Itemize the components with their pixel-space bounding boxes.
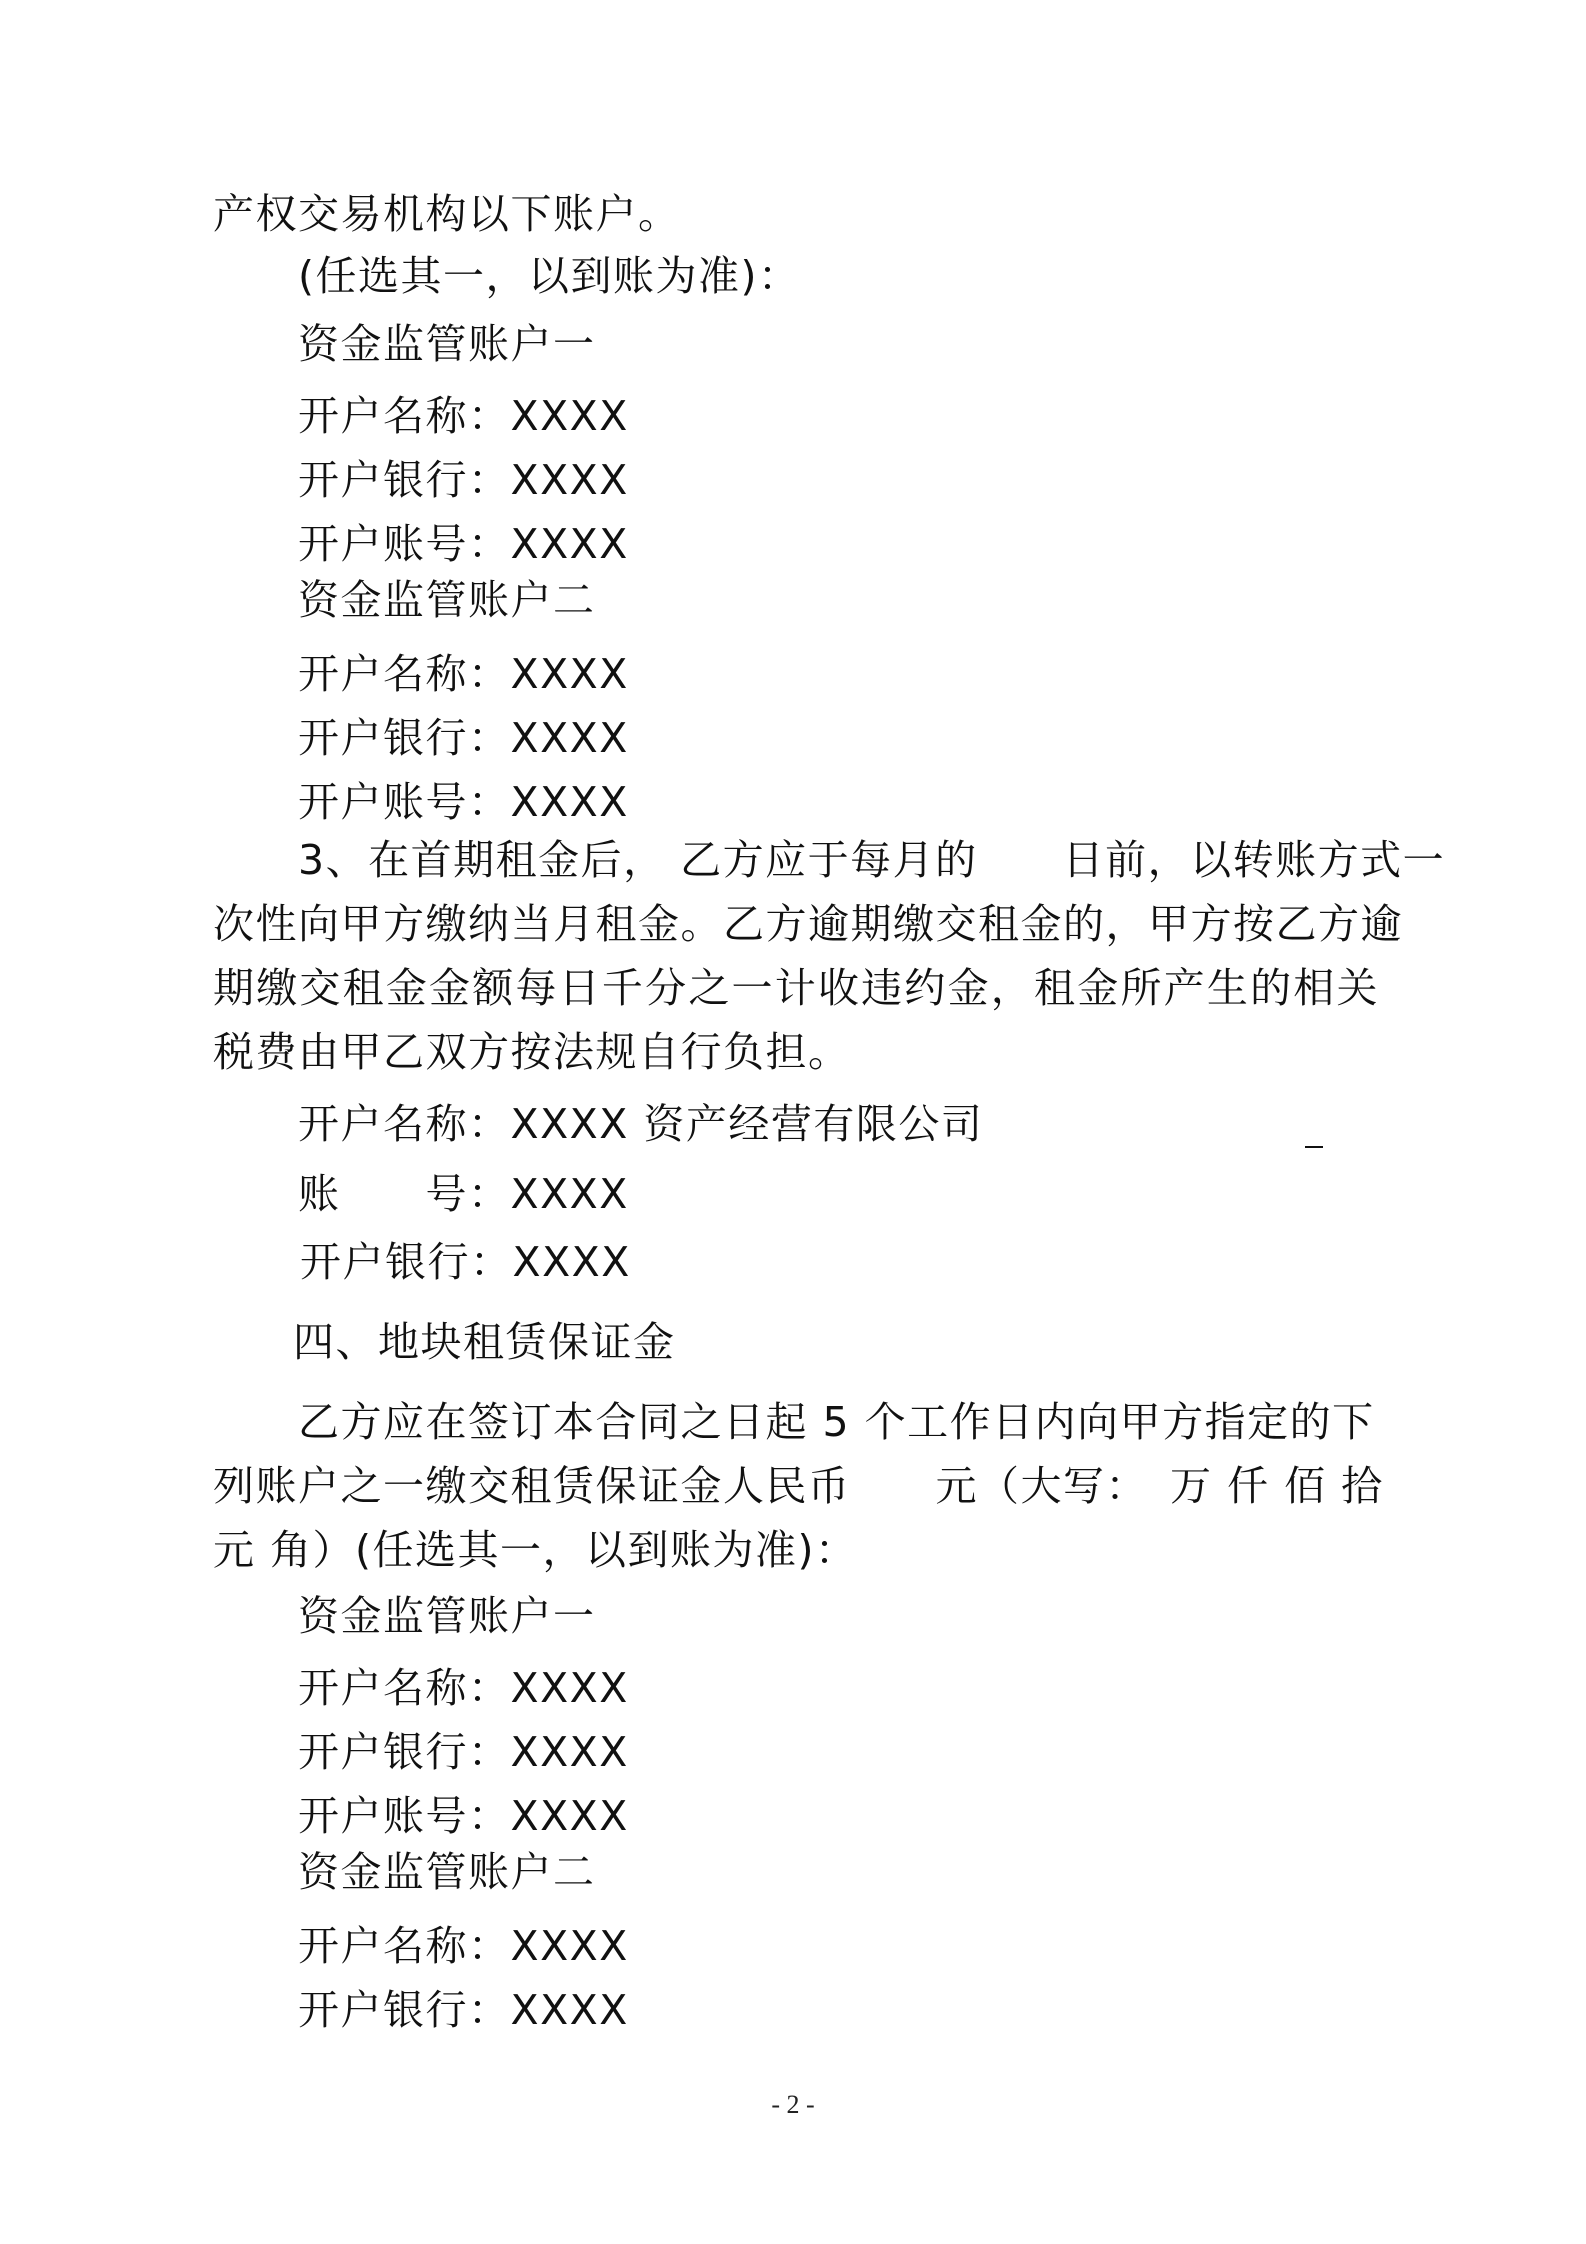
section-heading: 资金监管账户一 (298, 1592, 596, 1640)
account-name: 开户名称：XXXX (298, 1922, 629, 1970)
section-heading: 资金监管账户一 (298, 320, 596, 368)
paragraph-line: 税费由甲乙双方按法规自行负担。 (213, 1028, 851, 1076)
account-bank: 开户银行：XXXX (298, 1986, 629, 2034)
section-title: 四、地块租赁保证金 (293, 1318, 676, 1366)
account-bank: 开户银行：XXXX (298, 456, 629, 504)
account-name: 开户名称：XXXX (298, 650, 629, 698)
account-number: 账 号：XXXX (298, 1170, 629, 1218)
paragraph-line: 列账户之一缴交租赁保证金人民币 元（大写： 万 仟 佰 拾 (213, 1462, 1384, 1510)
account-name: 开户名称：XXXX 资产经营有限公司 (298, 1100, 984, 1148)
text-line: (任选其一，以到账为准)： (298, 252, 801, 300)
account-name: 开户名称：XXXX (298, 1664, 629, 1712)
section-heading: 资金监管账户二 (298, 1848, 596, 1896)
paragraph-line: 元 角）(任选其一，以到账为准)： (213, 1526, 858, 1574)
account-bank: 开户银行：XXXX (298, 1728, 629, 1776)
account-number: 开户账号：XXXX (298, 778, 629, 826)
account-number: 开户账号：XXXX (298, 1792, 629, 1840)
account-bank: 开户银行：XXXX (300, 1238, 631, 1286)
paragraph-line: 乙方应在签订本合同之日起 5 个工作日内向甲方指定的下 (298, 1398, 1375, 1446)
account-number: 开户账号：XXXX (298, 520, 629, 568)
account-name: 开户名称：XXXX (298, 392, 629, 440)
paragraph-line: 期缴交租金金额每日千分之一计收违约金，租金所产生的相关 (213, 964, 1379, 1012)
section-heading: 资金监管账户二 (298, 576, 596, 624)
paragraph-line: 次性向甲方缴纳当月租金。乙方逾期缴交租金的，甲方按乙方逾 (213, 900, 1403, 948)
text-line: 产权交易机构以下账户。 (213, 190, 681, 238)
paragraph-line: 3、在首期租金后， 乙方应于每月的 日前，以转账方式一 (298, 836, 1446, 884)
page-number: - 2 - (771, 2090, 815, 2119)
underline-mark (1305, 1146, 1323, 1148)
account-bank: 开户银行：XXXX (298, 714, 629, 762)
